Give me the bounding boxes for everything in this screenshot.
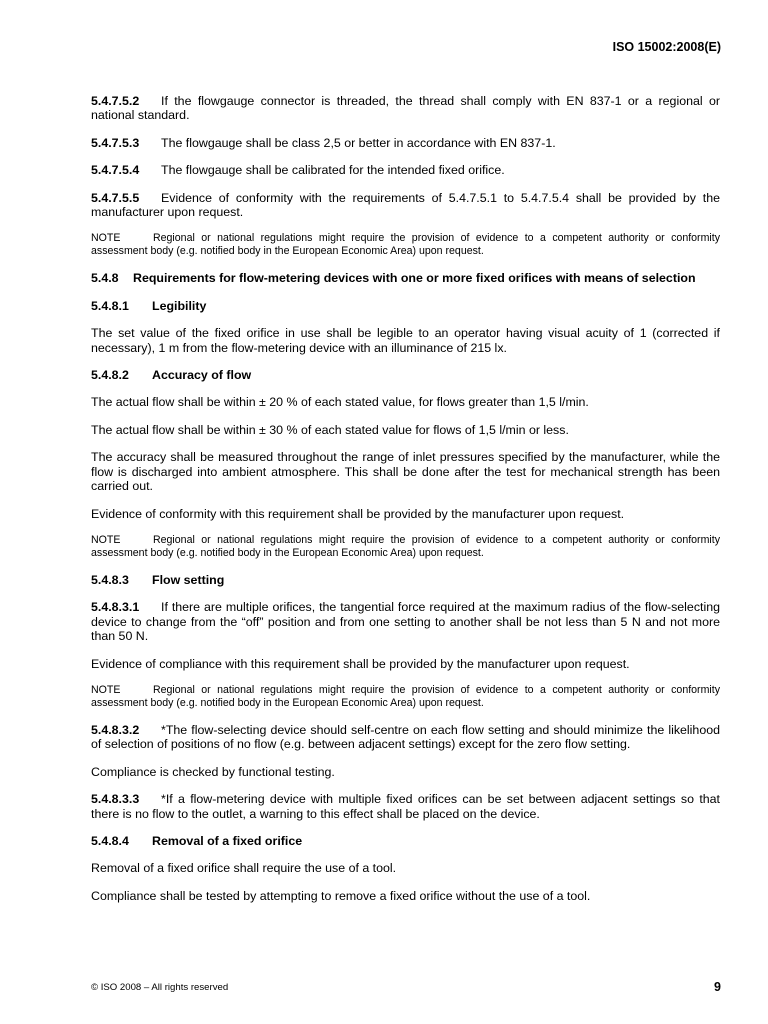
heading-text: Legibility (152, 298, 207, 313)
paragraph: Evidence of conformity with this requirement shall be provided by the manufacturer upon request. (91, 506, 625, 521)
note (91, 684, 720, 710)
heading-5-4-8-1 (91, 299, 720, 313)
paragraph: The actual flow shall be within ± 20 % of each stated value, for flows greater than 1,5 l/min. (91, 395, 589, 410)
note-text: Regional or national regulations might require the provision of evidence to a competent authority or conformity assessment body (e.g. notified body in the European Economic Area) upon request. (91, 533, 720, 559)
clause-number: 5.4.7.5.3 (91, 135, 140, 150)
note-label: NOTE (91, 533, 121, 546)
heading-number: 5.4.8.1 (91, 298, 129, 313)
clause-number: 5.4.8.3.3 (91, 792, 140, 807)
heading-text: Requirements for flow-metering devices with one or more fixed orifices with means of selection (133, 271, 696, 286)
clause-number: 5.4.7.5.5 (91, 190, 140, 205)
heading-text: Removal of a fixed orifice (152, 833, 303, 848)
clause-5-4-7-5-3 (91, 136, 720, 150)
clause-number: 5.4.7.5.4 (91, 163, 140, 178)
paragraph: Compliance shall be tested by attempting to remove a fixed orifice without the use of a tool. (91, 888, 591, 903)
clause-text: The flowgauge shall be calibrated for the intended fixed orifice. (161, 163, 505, 178)
heading-5-4-8-4 (91, 834, 720, 848)
heading-text: Accuracy of flow (152, 368, 252, 383)
clause-text: *If a flow-metering device with multiple fixed orifices can be set between adjacent settings so that there is no flow to the outlet, a warning to this effect shall be placed on the device. (91, 792, 720, 821)
clause-text: Evidence of conformity with the requirements of 5.4.7.5.1 to 5.4.7.5.4 shall be provided by the manufacturer upon request. (91, 190, 720, 220)
paragraph: The actual flow shall be within ± 30 % of each stated value for flows of 1,5 l/min or less. (91, 422, 569, 437)
clause-number: 5.4.8.3.1 (91, 600, 140, 615)
document-id: ISO 15002:2008(E) (612, 40, 721, 54)
note-text: Regional or national regulations might require the provision of evidence to a competent authority or conformity assessment body (e.g. notified body in the European Economic Area) upon request. (91, 232, 720, 258)
heading-number: 5.4.8.3 (91, 572, 129, 587)
document-body (91, 94, 720, 916)
note (91, 232, 720, 258)
heading-number: 5.4.8.4 (91, 833, 129, 848)
heading-number: 5.4.8.2 (91, 368, 129, 383)
clause-number: 5.4.8.3.2 (91, 722, 140, 737)
page-footer (91, 980, 721, 996)
heading-5-4-8-3 (91, 573, 720, 587)
paragraph: The accuracy shall be measured throughout the range of inlet pressures specified by the manufacturer, while the flow is discharged into ambient atmosphere. This shall be done after the test for mechanical strength has been carried out. (91, 450, 720, 494)
clause-text: If there are multiple orifices, the tangential force required at the maximum radius of the flow-selecting device to change from the “off” position and from one setting to another shall be not less than 5 N and not more than 50 N. (91, 600, 720, 644)
clause-text: The flowgauge shall be class 2,5 or better in accordance with EN 837-1. (161, 135, 556, 150)
page-number: 9 (714, 980, 721, 994)
heading-number: 5.4.8 (91, 271, 119, 286)
note-label: NOTE (91, 683, 121, 696)
paragraph: Removal of a fixed orifice shall require the use of a tool. (91, 861, 397, 876)
clause-5-4-7-5-5 (91, 191, 720, 220)
paragraph: Compliance is checked by functional testing. (91, 764, 335, 779)
note (91, 534, 720, 560)
copyright-notice: © ISO 2008 – All rights reserved (91, 982, 229, 993)
page-header (613, 40, 721, 54)
note-label: NOTE (91, 232, 121, 245)
note-text: Regional or national regulations might require the provision of evidence to a competent authority or conformity assessment body (e.g. notified body in the European Economic Area) upon request. (91, 683, 720, 709)
clause-5-4-7-5-4 (91, 163, 720, 177)
heading-5-4-8-2 (91, 368, 720, 382)
clause-text: *The flow-selecting device should self-centre on each flow setting and should minimize the likelihood of selection of positions of no flow (e.g. between adjacent settings) except for the zero flow setting. (91, 722, 720, 752)
clause-5-4-8-3-1 (91, 600, 720, 643)
paragraph: The set value of the fixed orifice in use shall be legible to an operator having visual acuity of 1 (corrected if necessary), 1 m from the flow-metering device with an illuminance of 215 lx. (91, 326, 720, 355)
heading-text: Flow setting (152, 572, 225, 587)
clause-5-4-7-5-2 (91, 94, 720, 123)
clause-number: 5.4.7.5.2 (91, 94, 140, 108)
clause-5-4-8-3-3 (91, 792, 720, 821)
clause-5-4-8-3-2 (91, 723, 720, 752)
clause-text: If the flowgauge connector is threaded, the thread shall comply with EN 837-1 or a regional or national standard. (91, 94, 720, 123)
heading-5-4-8 (91, 271, 720, 285)
paragraph: Evidence of compliance with this requirement shall be provided by the manufacturer upon request. (91, 656, 630, 671)
